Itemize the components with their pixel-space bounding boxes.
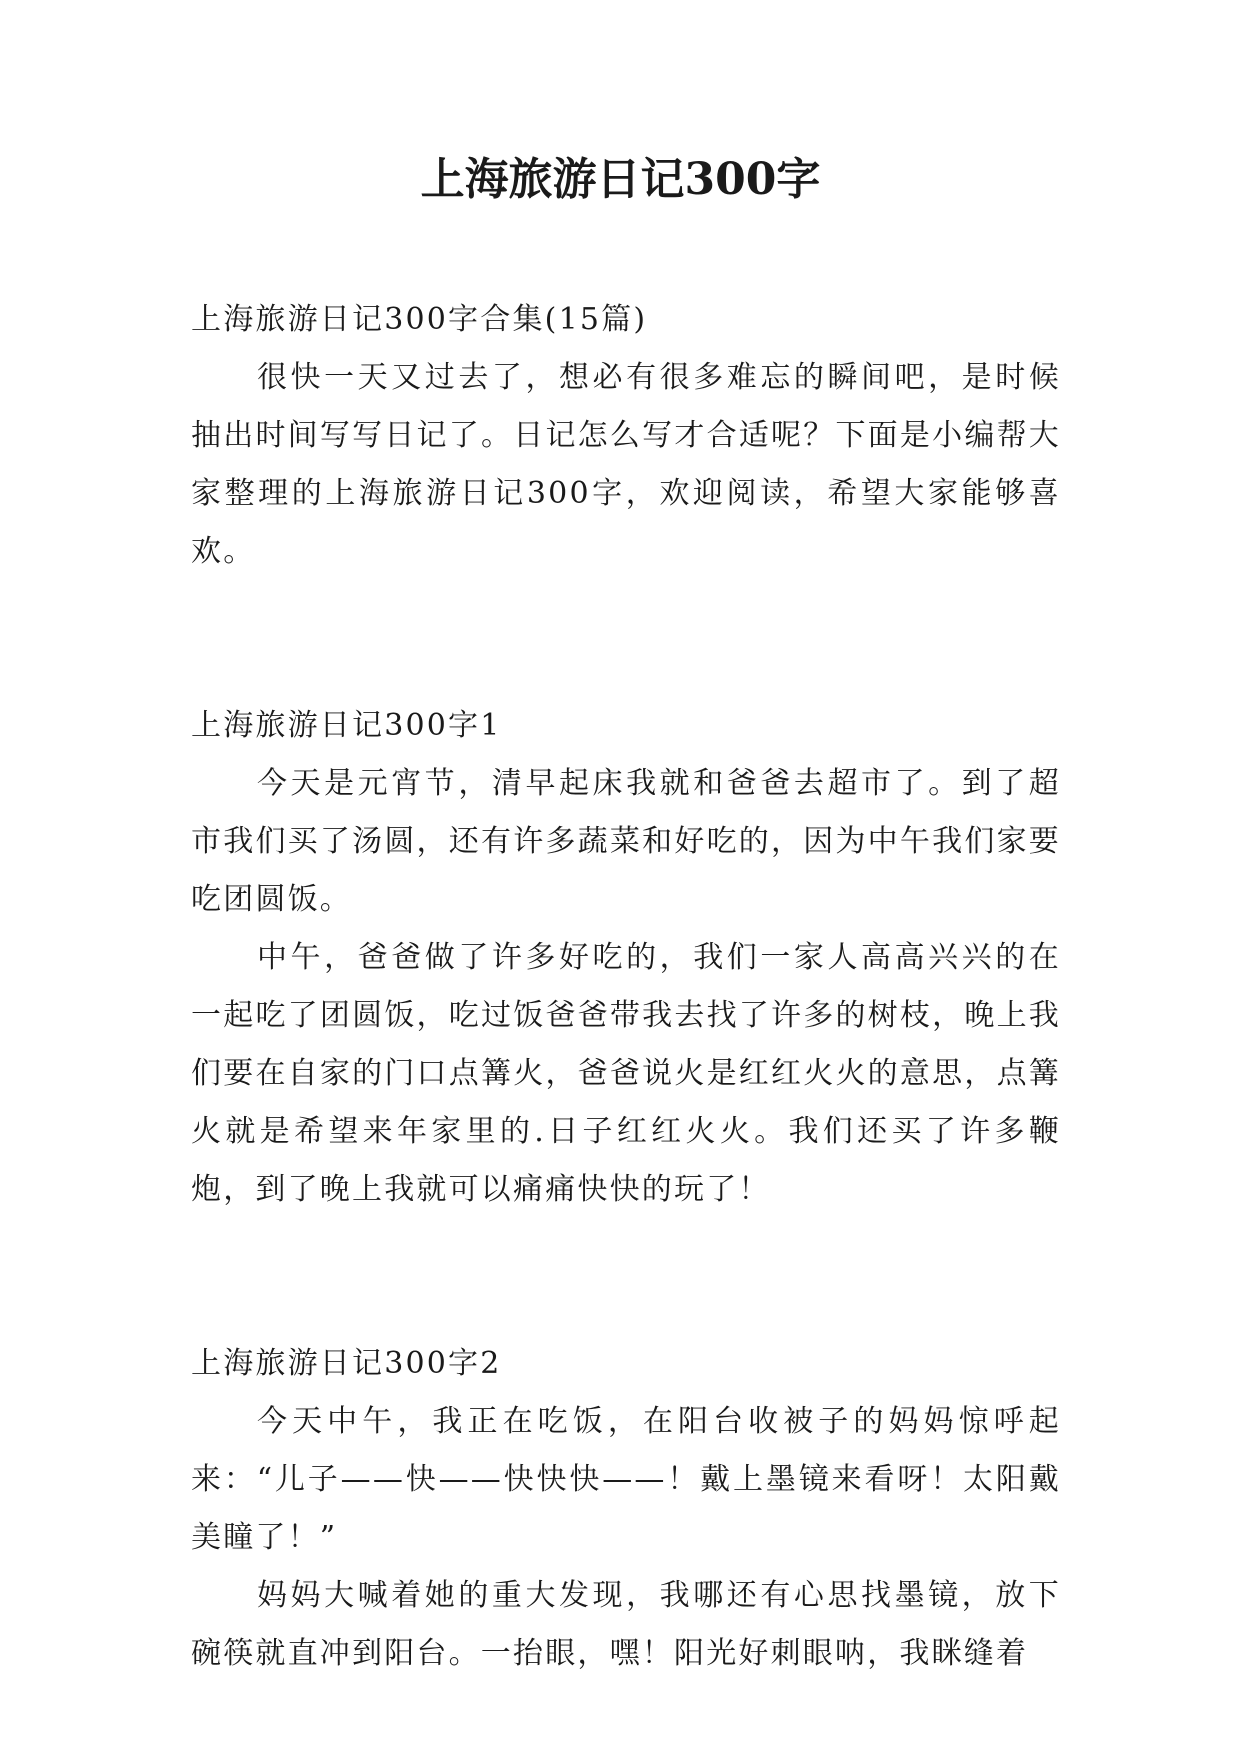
entry-heading: 上海旅游日记300字2 [191, 1346, 502, 1381]
entry-paragraph: 今天是元宵节，清早起床我就和爸爸去超市了。到了超市我们买了汤圆，还有许多蔬菜和好吃的，因为中午我们家要吃团圆饭。 [191, 766, 1061, 917]
entry-paragraph: 今天中午，我正在吃饭，在阳台收被子的妈妈惊呼起来：“儿子——快——快快快——！戴上墨镜来看呀！太阳戴美瞳了！” [191, 1404, 1061, 1555]
section-gap [191, 581, 1061, 697]
section-gap [191, 1219, 1061, 1335]
entry-paragraph: 中午，爸爸做了许多好吃的，我们一家人高高兴兴的在一起吃了团圆饭，吃过饭爸爸带我去找了许多的树枝，晚上我们要在自家的门口点篝火，爸爸说火是红红火火的意思，点篝火就是希望来年家里的.日子红红火火。我们还买了许多鞭炮，到了晚上我就可以痛痛快快的玩了！ [191, 940, 1061, 1207]
intro-paragraph: 很快一天又过去了，想必有很多难忘的瞬间吧，是时候抽出时间写写日记了。日记怎么写才合适呢？下面是小编帮大家整理的上海旅游日记300字，欢迎阅读，希望大家能够喜欢。 [191, 360, 1061, 569]
document-title: 上海旅游日记300字 [420, 154, 821, 205]
entry-paragraph: 妈妈大喊着她的重大发现，我哪还有心思找墨镜，放下碗筷就直冲到阳台。一抬眼，嘿！阳光好刺眼呐，我眯缝着 [191, 1578, 1061, 1671]
diary-entry-1 [191, 697, 1061, 1219]
entry-heading: 上海旅游日记300字1 [191, 708, 502, 743]
collection-subtitle: 上海旅游日记300字合集(15篇) [191, 302, 648, 337]
document-body [191, 291, 1061, 1683]
diary-entry-2 [191, 1335, 1061, 1683]
